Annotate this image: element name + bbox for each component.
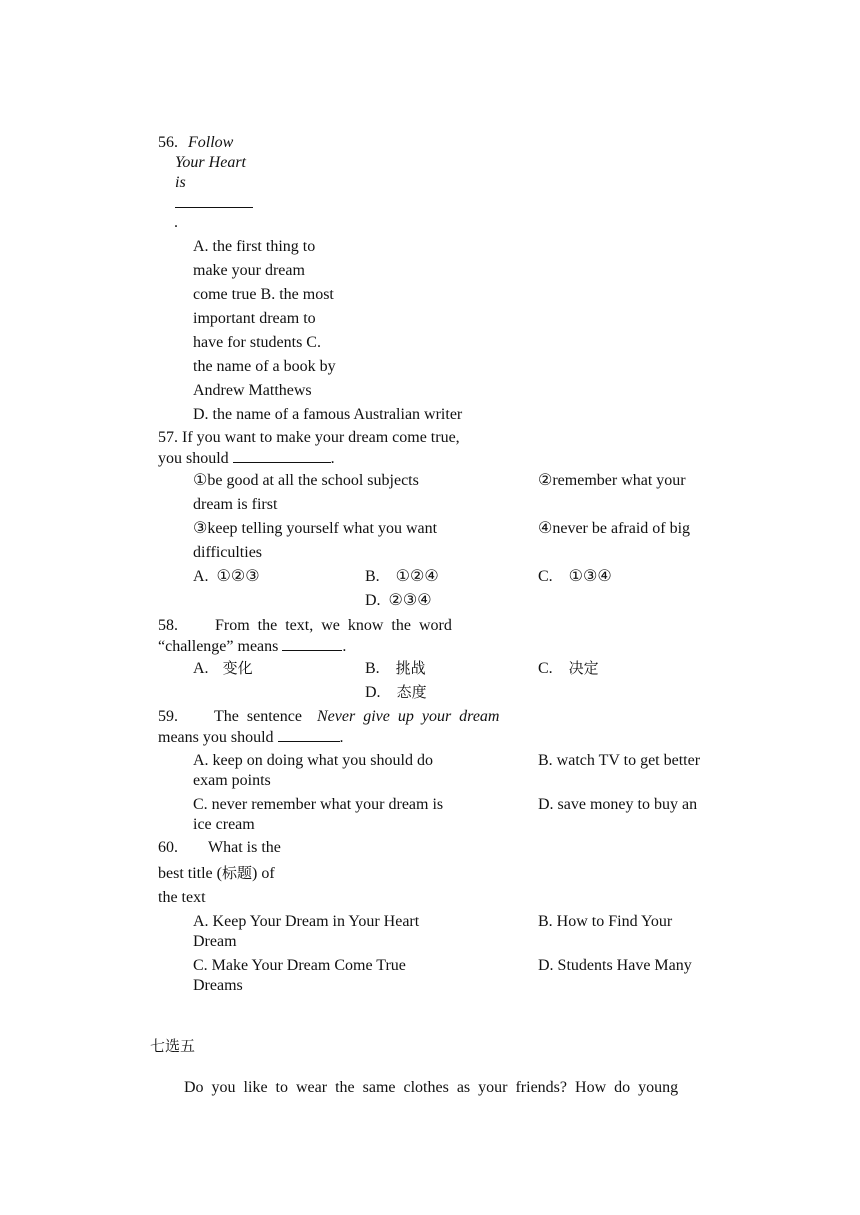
q60-option-d: D. Students Have Many <box>538 957 692 974</box>
q57-stem-line1: 57. If you want to make your dream come true, <box>158 429 460 446</box>
q58-stem-line2: “challenge” means . <box>158 638 347 655</box>
q58-stem-line1: From the text, we know the word <box>215 617 452 634</box>
q56-options-line2: make your dream <box>193 262 305 279</box>
q57-option-c: C. ①③④ <box>538 568 612 585</box>
q60-stem-line2-a: best title ( <box>158 865 222 882</box>
q58-option-d <box>365 682 427 703</box>
q59-stem-text: means you should <box>158 729 274 746</box>
q60-number: 60. <box>158 839 178 856</box>
q60-option-c-continued: Dreams <box>193 977 243 994</box>
q59-option-a-continued: exam points <box>193 772 271 789</box>
q56-title-line1: Follow <box>188 134 234 151</box>
q56-period: . <box>174 214 178 231</box>
q56-title-line3: is <box>175 174 186 191</box>
q59-option-b: B. watch TV to get better <box>538 752 701 769</box>
q59-option-a: A. keep on doing what you should do <box>193 752 433 769</box>
q56-option-d: D. the name of a famous Australian writer <box>193 406 463 423</box>
q60-stem-line3: the text <box>158 889 206 906</box>
q56-title-line2: Your Heart <box>175 154 246 171</box>
q59-option-c: C. never remember what your dream is <box>193 796 444 813</box>
q58-option-d-text: 态度 <box>396 683 427 701</box>
q57-item3: ③keep telling yourself what you want <box>193 520 438 537</box>
q58-option-c-label: C. <box>538 660 553 677</box>
q58-option-b <box>365 658 426 679</box>
q58-option-a <box>193 658 253 679</box>
q57-answer-blank[interactable] <box>233 448 331 463</box>
q59-stem-line1-a: The sentence <box>214 708 302 725</box>
q58-option-c-text: 决定 <box>568 659 599 677</box>
q60-option-a-continued: Dream <box>193 933 237 950</box>
q56-number: 56. <box>158 134 178 151</box>
section-heading: 七选五 <box>150 1037 196 1055</box>
q57-option-d: D. ②③④ <box>365 592 432 609</box>
q60-stem-chinese: 标题 <box>221 864 252 882</box>
q60-option-a: A. Keep Your Dream in Your Heart <box>193 913 420 930</box>
q58-option-b-label: B. <box>365 660 380 677</box>
q58-option-a-label: A. <box>193 660 209 677</box>
q60-stem-line2-b: ) of <box>252 865 275 882</box>
q57-item4: ④never be afraid of big <box>538 520 691 537</box>
q56-options-line7: Andrew Matthews <box>193 382 312 399</box>
q57-item4-continued: difficulties <box>193 544 263 561</box>
q57-stem-text: you should <box>158 450 229 467</box>
q58-stem-text: “challenge” means <box>158 638 279 655</box>
q59-option-d: D. save money to buy an <box>538 796 698 813</box>
q57-option-a: A. ①②③ <box>193 568 260 585</box>
q59-number: 59. <box>158 708 178 725</box>
q58-option-c <box>538 658 599 679</box>
q57-stem-line2: you should . <box>158 450 335 467</box>
q57-item2: ②remember what your <box>538 472 686 489</box>
q59-stem-line2: means you should . <box>158 729 344 746</box>
q56-options-line3: come true B. the most <box>193 286 334 303</box>
passage-line1: Do you like to wear the same clothes as your friends? How do young <box>184 1079 679 1096</box>
q56-options-line5: have for students C. <box>193 334 321 351</box>
q58-option-b-text: 挑战 <box>395 659 426 677</box>
q56-options-line1: A. the first thing to <box>193 238 316 255</box>
q60-stem-line2 <box>158 863 275 884</box>
q60-option-c: C. Make Your Dream Come True <box>193 957 406 974</box>
q58-answer-blank[interactable] <box>282 636 342 651</box>
q57-option-b: B. ①②④ <box>365 568 439 585</box>
q60-option-b: B. How to Find Your <box>538 913 673 930</box>
q58-option-d-label: D. <box>365 684 381 701</box>
q58-option-a-text: 变化 <box>222 659 253 677</box>
q57-item1: ①be good at all the school subjects <box>193 472 419 489</box>
q57-item2-continued: dream is first <box>193 496 278 513</box>
q56-options-line4: important dream to <box>193 310 316 327</box>
q56-answer-blank[interactable] <box>175 193 253 214</box>
q60-stem-line1: What is the <box>208 839 281 856</box>
q58-number: 58. <box>158 617 178 634</box>
q59-option-c-continued: ice cream <box>193 816 255 833</box>
q59-stem-line1-italic: Never give up your dream <box>317 708 500 725</box>
q59-answer-blank[interactable] <box>278 727 340 742</box>
q56-options-line6: the name of a book by <box>193 358 336 375</box>
